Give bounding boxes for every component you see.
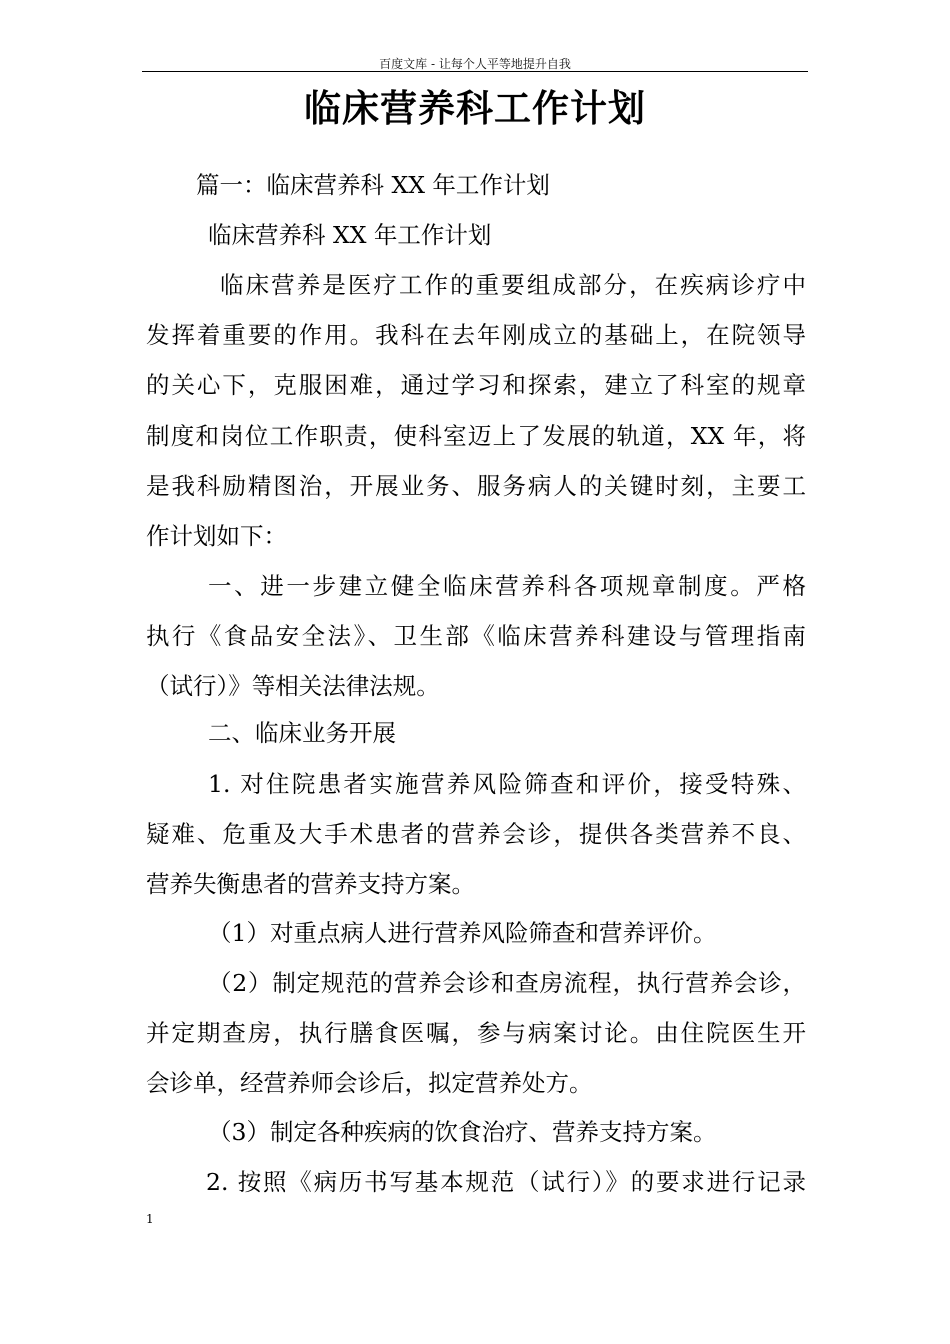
paragraph-line: （2）制定规范的营养会诊和查房流程，执行营养会诊，: [208, 969, 806, 997]
section-heading: 二、临床业务开展: [208, 719, 396, 747]
paragraph-line: 营养失衡患者的营养支持方案。: [146, 870, 475, 898]
section-heading: 篇一：临床营养科 XX 年工作计划: [196, 171, 550, 199]
document-title: 临床营养科工作计划: [304, 86, 646, 130]
paragraph-line: 作计划如下：: [146, 522, 287, 550]
paragraph-line: 会诊单，经营养师会诊后，拟定营养处方。: [146, 1069, 593, 1097]
paragraph-line: 是我科励精图治，开展业务、服务病人的关键时刻，主要工: [146, 472, 806, 500]
paragraph-line: 的关心下，克服困难，通过学习和探索，建立了科室的规章: [146, 371, 806, 399]
subheading: 临床营养科 XX 年工作计划: [208, 221, 492, 249]
paragraph-line: （试行）》等相关法律法规。: [146, 672, 440, 700]
paragraph-line: 1. 对住院患者实施营养风险筛查和评价，接受特殊、: [208, 770, 806, 798]
paragraph-line: 执行《食品安全法》、卫生部《临床营养科建设与管理指南: [146, 622, 806, 650]
paragraph-line: 一、进一步建立健全临床营养科各项规章制度。严格: [208, 572, 806, 600]
paragraph-line: （1）对重点病人进行营养风险筛查和营养评价。: [208, 919, 717, 947]
paragraph-line: 发挥着重要的作用。我科在去年刚成立的基础上，在院领导: [146, 321, 806, 349]
paragraph-line: （3）制定各种疾病的饮食治疗、营养支持方案。: [208, 1118, 717, 1146]
paragraph-line: 2. 按照《病历书写基本规范（试行）》的要求进行记录: [206, 1168, 806, 1196]
page-number: 1: [146, 1212, 154, 1226]
paragraph-line: 临床营养是医疗工作的重要组成部分，在疾病诊疗中: [220, 271, 806, 299]
page-header: 百度文库 - 让每个人平等地提升自我: [379, 57, 571, 71]
paragraph-line: 并定期查房，执行膳食医嘱，参与病案讨论。由住院医生开: [146, 1019, 806, 1047]
paragraph-line: 疑难、危重及大手术患者的营养会诊，提供各类营养不良、: [146, 820, 806, 848]
header-divider: [142, 71, 808, 72]
paragraph-line: 制度和岗位工作职责，使科室迈上了发展的轨道，XX 年，将: [146, 422, 806, 450]
